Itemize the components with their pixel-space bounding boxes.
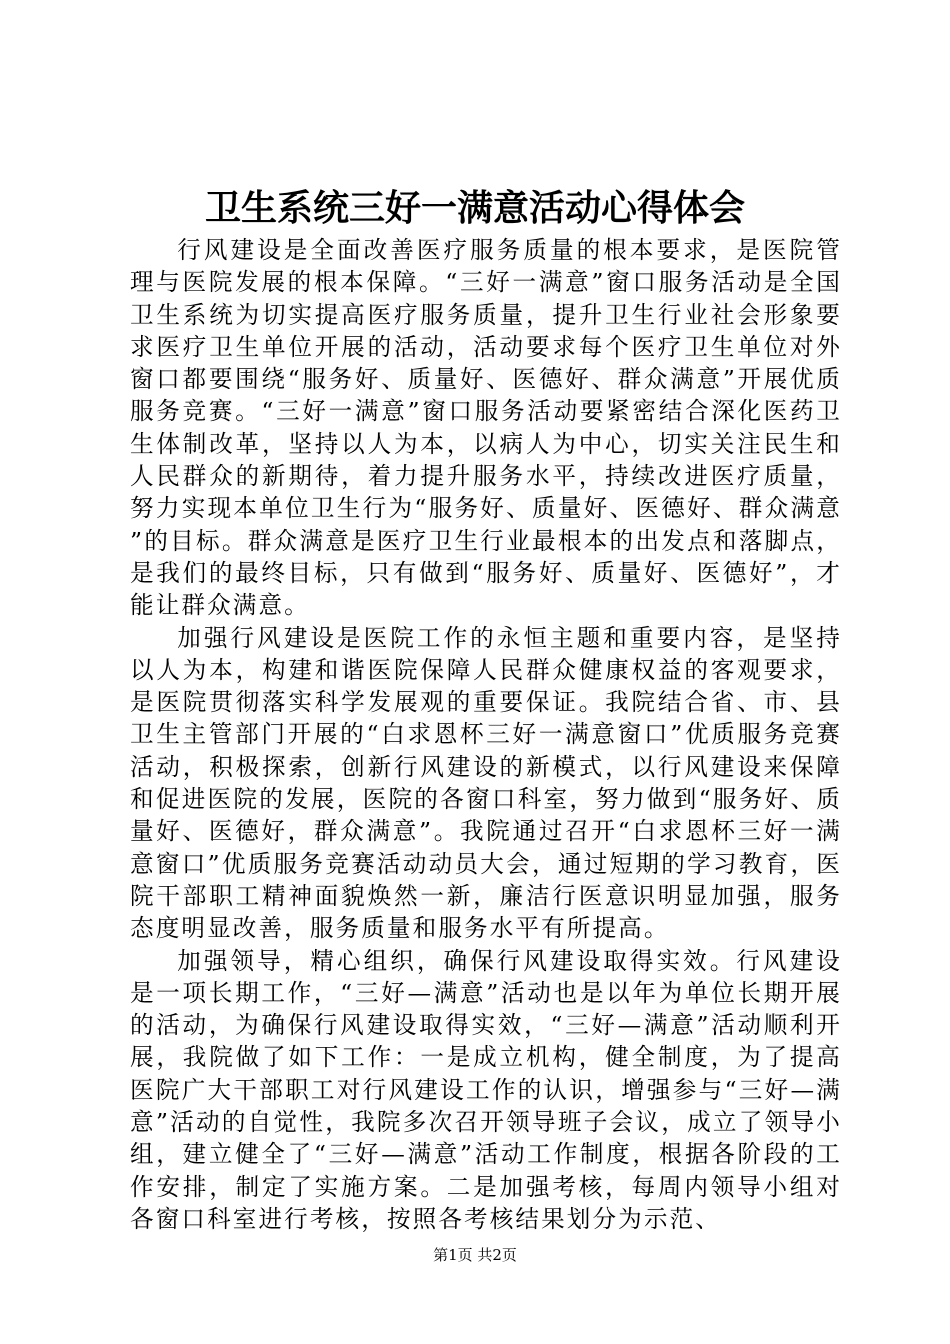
body-paragraph: 加强行风建设是医院工作的永恒主题和重要内容，是坚持以人为本，构建和谐医院保障人民群众健康权益的客观要求，是医院贯彻落实科学发展观的重要保证。我院结合省、市、县卫生主管部门开展的“白求恩杯三好一满意窗口”优质服务竞赛活动，积极探索，创新行风建设的新模式，以行风建设来保障和促进医院的发展，医院的各窗口科室，努力做到“服务好、质量好、医德好，群众满意”。我院通过召开“白求恩杯三好一满意窗口”优质服务竞赛活动动员大会，通过短期的学习教育，医院干部职工精神面貌焕然一新，廉洁行医意识明显加强，服务态度明显改善，服务质量和服务水平有所提高。 bbox=[130, 623, 842, 943]
page-number-footer: 第1页 共2页 bbox=[433, 1246, 517, 1264]
document-body bbox=[130, 234, 842, 1235]
body-paragraph: 加强领导，精心组织，确保行风建设取得实效。行风建设是一项长期工作，“三好—满意”活动也是以年为单位长期开展的活动，为确保行风建设取得实效，“三好—满意”活动顺利开展，我院做了如下工作：一是成立机构，健全制度，为了提高医院广大干部职工对行风建设工作的认识，增强参与“三好—满意”活动的自觉性，我院多次召开领导班子会议，成立了领导小组，建立健全了“三好—满意”活动工作制度，根据各阶段的工作安排，制定了实施方案。二是加强考核，每周内领导小组对各窗口科室进行考核，按照各考核结果划分为示范、 bbox=[130, 946, 842, 1233]
document-title: 卫生系统三好一满意活动心得体会 bbox=[204, 187, 745, 229]
body-paragraph: 行风建设是全面改善医疗服务质量的根本要求，是医院管理与医院发展的根本保障。“三好一满意”窗口服务活动是全国卫生系统为切实提高医疗服务质量，提升卫生行业社会形象要求医疗卫生单位开展的活动，活动要求每个医疗卫生单位对外窗口都要围绕“服务好、质量好、医德好、群众满意”开展优质服务竞赛。“三好一满意”窗口服务活动要紧密结合深化医药卫生体制改革，坚持以人为本，以病人为中心，切实关注民生和人民群众的新期待，着力提升服务水平，持续改进医疗质量，努力实现本单位卫生行为“服务好、质量好、医德好、群众满意”的目标。群众满意是医疗卫生行业最根本的出发点和落脚点，是我们的最终目标，只有做到“服务好、质量好、医德好”，才能让群众满意。 bbox=[130, 236, 842, 620]
